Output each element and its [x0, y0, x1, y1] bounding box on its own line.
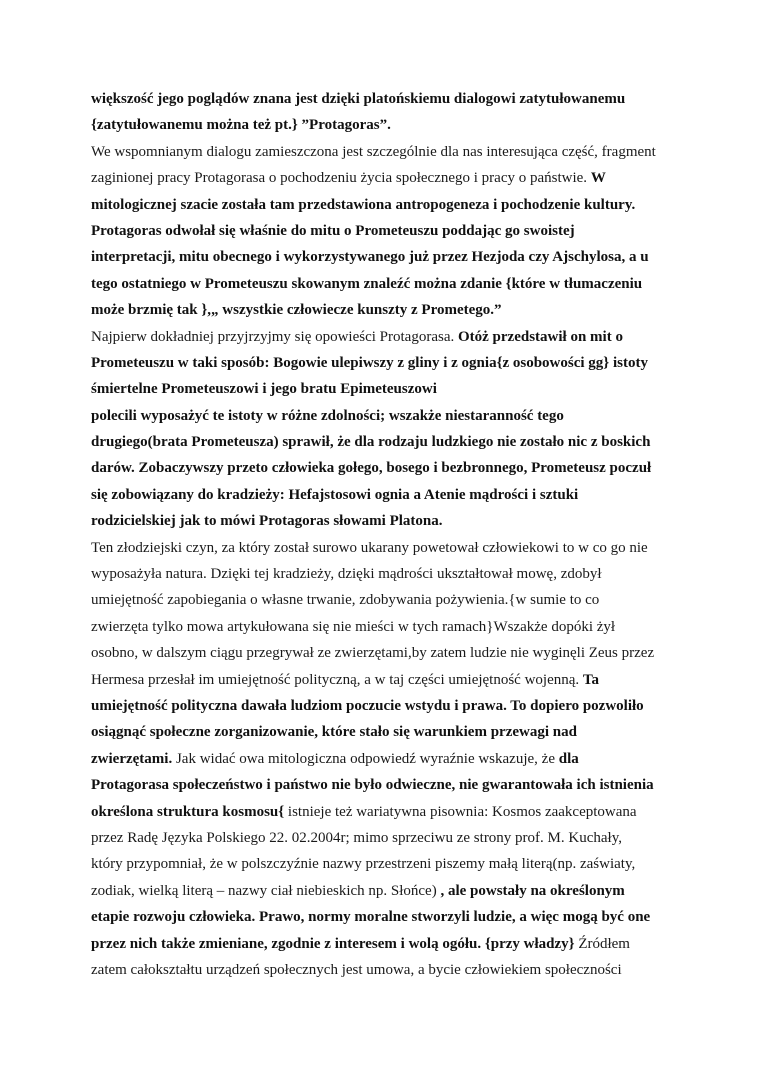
text-run: Jak widać owa mitologiczna odpowiedź wyraźnie wskazuje, że	[172, 750, 559, 767]
bold-text-run: przez nich także zmieniane, zgodnie z interesem i wolą ogółu. {przy władzy}	[91, 935, 575, 952]
text-line	[91, 667, 687, 693]
bold-text-run: polecili wyposażyć te istoty w różne zdolności; wszakże niestaranność tego	[91, 407, 564, 424]
text-line	[91, 482, 687, 508]
text-run: istnieje też wariatywna pisownia: Kosmos zaakceptowana	[284, 803, 637, 820]
text-run: przez Radę Języka Polskiego 22. 02.2004r; mimo sprzeciwu ze strony prof. M. Kuchały,	[91, 829, 622, 846]
text-line	[91, 139, 687, 165]
text-line	[91, 455, 687, 481]
bold-text-run: dla	[558, 750, 579, 767]
text-run: Hermesa przesłał im umiejętność polityczną, a w taj części umiejętność wojenną.	[91, 671, 583, 688]
text-line	[91, 112, 687, 138]
bold-text-run: darów. Zobaczywszy przeto człowieka gołego, bosego i bezbronnego, Prometeusz poczuł	[91, 460, 652, 477]
text-run: umiejętność zapobiegania o własne trwanie, zdobywania pożywienia.{w sumie to co	[91, 592, 600, 609]
text-line	[91, 403, 687, 429]
bold-text-run: tego ostatniego w Prometeuszu skowanym znaleźć można zdanie {które w tłumaczeniu	[91, 275, 643, 292]
text-line	[91, 86, 687, 112]
text-line	[91, 165, 687, 191]
text-line	[91, 561, 687, 587]
bold-text-run: zwierzętami.	[91, 750, 173, 767]
text-line	[91, 957, 687, 983]
text-run: Najpierw dokładniej przyjrzyjmy się opowieści Protagorasa.	[91, 328, 458, 345]
text-line	[91, 746, 687, 772]
text-run: który przypomniał, że w polszczyźnie nazwy przestrzeni piszemy małą literą(np. zaświaty,	[91, 856, 636, 873]
bold-text-run: {zatytułowanemu można też pt.} ”Protagoras”.	[91, 117, 391, 134]
text-line	[91, 350, 687, 376]
bold-text-run: rodzicielskiej jak to mówi Protagoras słowami Platona.	[91, 513, 443, 530]
text-line	[91, 693, 687, 719]
bold-text-run: etapie rozwoju człowieka. Prawo, normy moralne stworzyli ludzie, a więc mogą być one	[91, 909, 651, 926]
text-line	[91, 851, 687, 877]
bold-text-run: może brzmię tak },„ wszystkie człowiecze kunszty z Prometego.”	[91, 302, 502, 319]
text-line	[91, 587, 687, 613]
text-line	[91, 614, 687, 640]
bold-text-run: W	[590, 170, 606, 187]
text-line	[91, 192, 687, 218]
text-line	[91, 429, 687, 455]
text-line	[91, 825, 687, 851]
text-line	[91, 271, 687, 297]
bold-text-run: Protagorasa społeczeństwo i państwo nie było odwieczne, nie gwarantowała ich istnienia	[91, 777, 654, 794]
text-line	[91, 218, 687, 244]
text-line	[91, 535, 687, 561]
bold-text-run: śmiertelne Prometeuszowi i jego bratu Epimeteuszowi	[91, 381, 437, 398]
bold-text-run: większość jego poglądów znana jest dzięki platońskiemu dialogowi zatytułowanemu	[91, 91, 626, 107]
text-line	[91, 878, 687, 904]
text-run: Źródłem	[574, 935, 630, 952]
text-run: zatem całokształtu urządzeń społecznych jest umowa, a bycie człowiekiem społeczności	[91, 961, 622, 978]
text-run: zaginionej pracy Protagorasa o pochodzeniu życia społecznego i pracy o państwie.	[91, 170, 591, 187]
text-run: We wspomnianym dialogu zamieszczona jest szczególnie dla nas interesująca część, fragment	[91, 143, 656, 160]
bold-text-run: mitologicznej szacie została tam przedstawiona antropogeneza i pochodzenie kultury.	[91, 196, 636, 213]
text-run: Ten złodziejski czyn, za który został surowo ukarany powetował człowiekowi to w co go nie	[91, 539, 648, 556]
text-line	[91, 324, 687, 350]
bold-text-run: drugiego(brata Prometeusza) sprawił, że dla rodzaju ludzkiego nie zostało nic z boskich	[91, 434, 651, 451]
text-line	[91, 772, 687, 798]
bold-text-run: interpretacji, mitu obecnego i wykorzystywanego już przez Hezjoda czy Ajschylosa, a u	[91, 249, 649, 266]
bold-text-run: Protagoras odwołał się właśnie do mitu o Prometeuszu poddając go swoistej	[91, 222, 575, 239]
text-line	[91, 640, 687, 666]
document-page	[91, 86, 687, 983]
text-line	[91, 508, 687, 534]
text-line	[91, 244, 687, 270]
text-line	[91, 376, 687, 402]
text-run: zwierzęta tylko mowa artykułowana się nie mieści w tych ramach}Wszakże dopóki żył	[91, 618, 616, 635]
text-run: osobno, w dalszym ciągu przegrywał ze zwierzętami,by zatem ludzie nie wyginęli Zeus przez	[91, 645, 655, 662]
text-run: zodiak, wielką literą – nazwy ciał niebieskich np. Słońce)	[91, 882, 441, 899]
bold-text-run: Otóż przedstawił on mit o	[457, 328, 623, 345]
text-run: wyposażyła natura. Dzięki tej kradzieży, dzięki mądrości ukształtował mowę, zdobył	[91, 566, 602, 583]
bold-text-run: się zobowiązany do kradzieży: Hefajstosowi ognia a Atenie mądrości i sztuki	[91, 486, 579, 503]
text-line	[91, 297, 687, 323]
text-line	[91, 719, 687, 745]
bold-text-run: umiejętność polityczna dawała ludziom poczucie wstydu i prawa. To dopiero pozwoliło	[91, 697, 644, 714]
bold-text-run: osiągnąć społeczne zorganizowanie, które stało się warunkiem przewagi nad	[91, 724, 577, 741]
text-line	[91, 904, 687, 930]
bold-text-run: Prometeuszu w taki sposób: Bogowie ulepiwszy z gliny i z ognia{z osobowości gg} istoty	[91, 354, 648, 371]
text-line	[91, 931, 687, 957]
text-line	[91, 799, 687, 825]
bold-text-run: Ta	[582, 671, 600, 688]
bold-text-run: , ale powstały na określonym	[440, 882, 625, 899]
bold-text-run: określona struktura kosmosu{	[91, 803, 285, 820]
